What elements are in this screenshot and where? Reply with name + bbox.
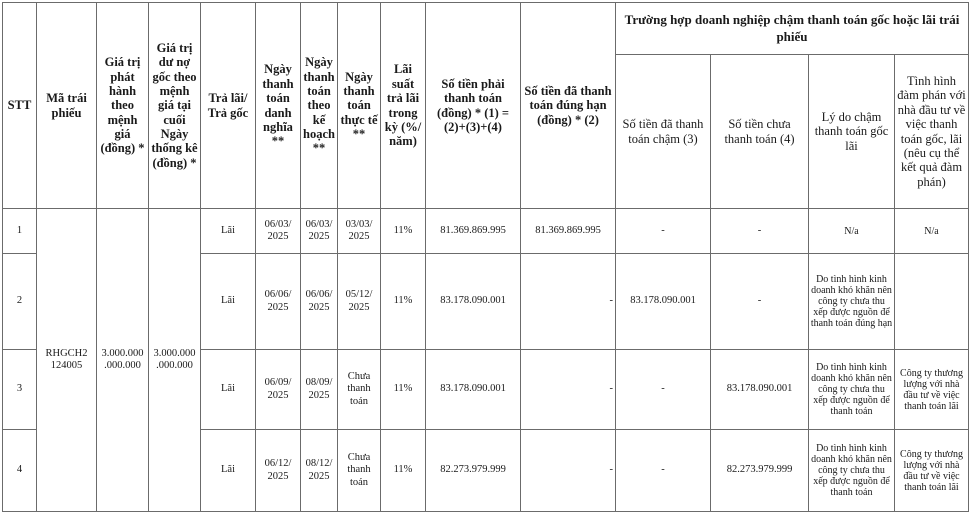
row-rate: 11% <box>381 350 426 430</box>
row-stt: 3 <box>3 350 37 430</box>
bond-payment-table <box>2 2 969 512</box>
row-paid-on-time: 81.369.869.995 <box>521 209 616 254</box>
header-bond-code: Mã trái phiếu <box>37 3 97 209</box>
row-type: Lãi <box>201 430 256 512</box>
row-negotiation <box>895 254 969 350</box>
header-nominal-date: Ngày thanh toán danh nghĩa ** <box>256 3 301 209</box>
header-unpaid: Số tiền chưa thanh toán (4) <box>711 55 809 209</box>
header-payable: Số tiền phải thanh toán (đồng) * (1) = (2)+(3)+(4) <box>426 3 521 209</box>
row-unpaid: 83.178.090.001 <box>711 350 809 430</box>
row-planned-date: 08/09/ 2025 <box>301 350 338 430</box>
row-nominal-date: 06/12/ 2025 <box>256 430 301 512</box>
row-paid-late: - <box>616 430 711 512</box>
row-payable: 83.178.090.001 <box>426 350 521 430</box>
row-nominal-date: 06/09/ 2025 <box>256 350 301 430</box>
row-actual-date: Chưa thanh toán <box>338 350 381 430</box>
header-negotiation: Tình hình đàm phán với nhà đầu tư về việc thanh toán gốc, lãi (nêu cụ thể kết quả đàm phán) <box>895 55 969 209</box>
row-actual-date: 05/12/ 2025 <box>338 254 381 350</box>
row-planned-date: 06/06/ 2025 <box>301 254 338 350</box>
row-rate: 11% <box>381 254 426 350</box>
row-payable: 82.273.979.999 <box>426 430 521 512</box>
outstanding-cell: 3.000.000 .000.000 <box>149 209 201 512</box>
row-stt: 4 <box>3 430 37 512</box>
bond-code-cell: RHGCH2 124005 <box>37 209 97 512</box>
issue-value-cell: 3.000.000 .000.000 <box>97 209 149 512</box>
row-type: Lãi <box>201 209 256 254</box>
row-payable: 83.178.090.001 <box>426 254 521 350</box>
table-row <box>3 209 969 254</box>
row-paid-on-time: - <box>521 254 616 350</box>
header-paid-late: Số tiền đã thanh toán chậm (3) <box>616 55 711 209</box>
row-paid-late: - <box>616 209 711 254</box>
row-reason: Do tình hình kinh doanh khó khăn nên công ty chưa thu xếp được nguồn để thanh toán đúng hạn <box>809 254 895 350</box>
row-negotiation: Công ty thương lượng với nhà đầu tư về việc thanh toán lãi <box>895 430 969 512</box>
header-rate: Lãi suất trả lãi trong kỳ (%/ năm) <box>381 3 426 209</box>
row-actual-date: Chưa thanh toán <box>338 430 381 512</box>
row-stt: 1 <box>3 209 37 254</box>
row-stt: 2 <box>3 254 37 350</box>
row-paid-on-time: - <box>521 430 616 512</box>
row-type: Lãi <box>201 254 256 350</box>
header-planned-date: Ngày thanh toán theo kế hoạch ** <box>301 3 338 209</box>
row-type: Lãi <box>201 350 256 430</box>
row-paid-late: 83.178.090.001 <box>616 254 711 350</box>
row-rate: 11% <box>381 430 426 512</box>
row-actual-date: 03/03/ 2025 <box>338 209 381 254</box>
header-outstanding: Giá trị dư nợ gốc theo mệnh giá tại cuối Ngày thống kê (đồng) * <box>149 3 201 209</box>
row-reason: Do tình hình kinh doanh khó khăn nên công ty chưa thu xếp được nguồn để thanh toán <box>809 430 895 512</box>
header-row-main <box>3 3 969 55</box>
row-planned-date: 08/12/ 2025 <box>301 430 338 512</box>
header-actual-date: Ngày thanh toán thực tế ** <box>338 3 381 209</box>
header-reason: Lý do chậm thanh toán gốc lãi <box>809 55 895 209</box>
row-planned-date: 06/03/ 2025 <box>301 209 338 254</box>
bond-payment-report <box>2 2 969 512</box>
row-negotiation: Công ty thương lượng với nhà đầu tư về việc thanh toán lãi <box>895 350 969 430</box>
row-payable: 81.369.869.995 <box>426 209 521 254</box>
row-reason: Do tình hình kinh doanh khó khăn nên công ty chưa thu xếp được nguồn để thanh toán <box>809 350 895 430</box>
row-paid-on-time: - <box>521 350 616 430</box>
header-paid-on-time: Số tiền đã thanh toán đúng hạn (đồng) * (2) <box>521 3 616 209</box>
row-paid-late: - <box>616 350 711 430</box>
header-stt: STT <box>3 3 37 209</box>
header-issue-value: Giá trị phát hành theo mệnh giá (đồng) * <box>97 3 149 209</box>
row-nominal-date: 06/06/ 2025 <box>256 254 301 350</box>
header-late-payment-group: Trường hợp doanh nghiệp chậm thanh toán gốc hoặc lãi trái phiếu <box>616 3 969 55</box>
row-unpaid: - <box>711 254 809 350</box>
row-negotiation: N/a <box>895 209 969 254</box>
row-unpaid: - <box>711 209 809 254</box>
row-nominal-date: 06/03/ 2025 <box>256 209 301 254</box>
header-type: Trả lãi/ Trả gốc <box>201 3 256 209</box>
row-rate: 11% <box>381 209 426 254</box>
row-reason: N/a <box>809 209 895 254</box>
row-unpaid: 82.273.979.999 <box>711 430 809 512</box>
